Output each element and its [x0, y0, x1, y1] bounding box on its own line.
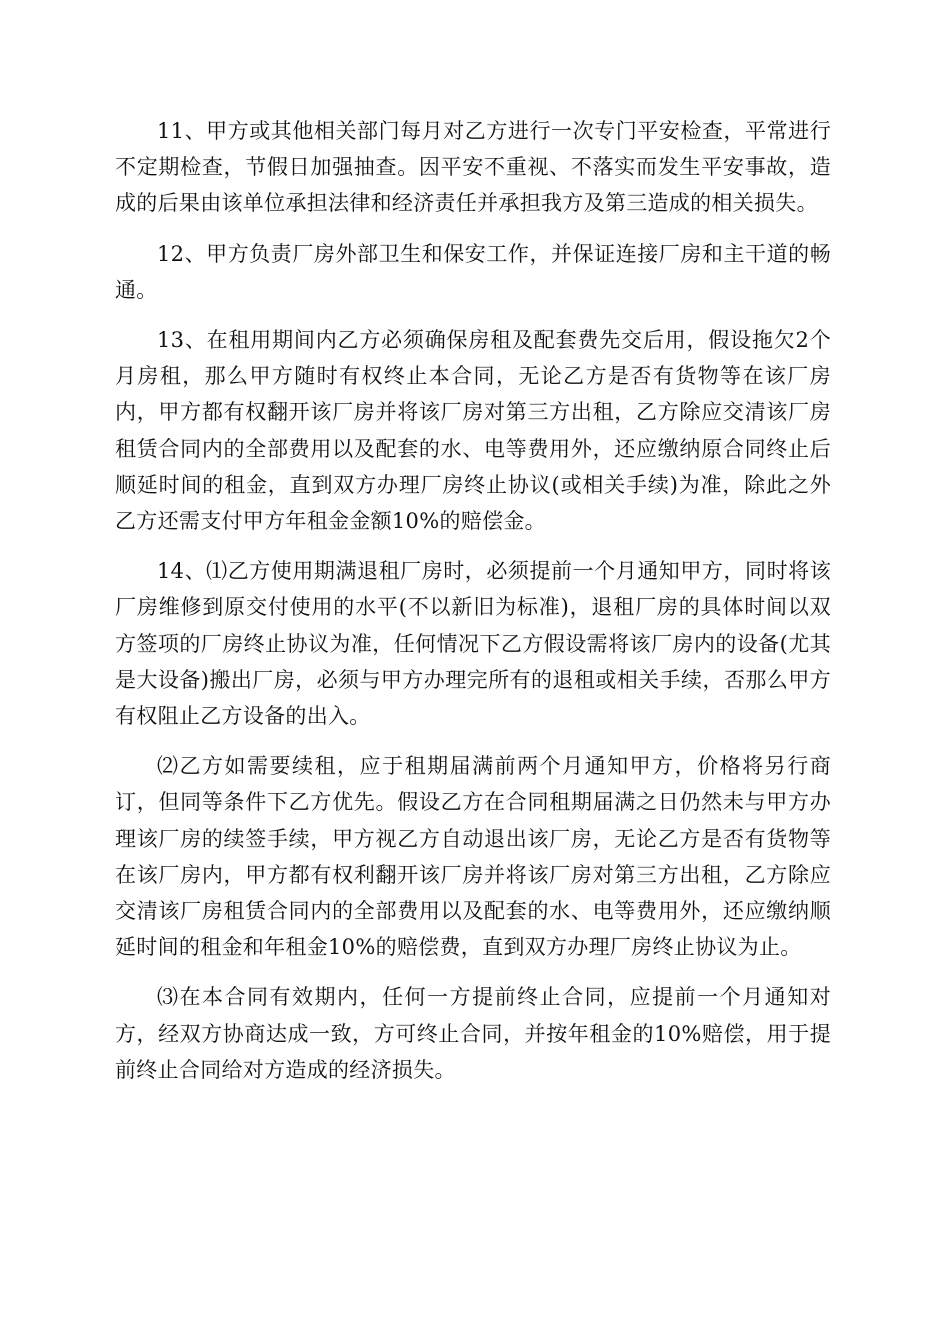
clause-11-paragraph: 11、甲方或其他相关部门每月对乙方进行一次专门平安检查，平常进行不定期检查，节假日加强抽查。因平安不重视、不落实而发生平安事故，造成的后果由该单位承担法律和经济责任并承担我方及第三造成的相关损失。 [115, 119, 831, 216]
clause-14-2-paragraph: ⑵乙方如需要续租，应于租期届满前两个月通知甲方，价格将另行商订，但同等条件下乙方优先。假设乙方在合同租期届满之日仍然未与甲方办理该厂房的续签手续，甲方视乙方自动退出该厂房，无论乙方是否有货物等在该厂房内，甲方都有权利翻开该厂房并将该厂房对第三方出租，乙方除应交清该厂房租赁合同内的全部费用以及配套的水、电等费用外，还应缴纳顺延时间的租金和年租金10%的赔偿费，直到双方办理厂房终止协议为止。 [115, 754, 831, 960]
document-body [115, 113, 831, 1102]
clause-14-3-paragraph: ⑶在本合同有效期内，任何一方提前终止合同，应提前一个月通知对方，经双方协商达成一致，方可终止合同，并按年租金的10%赔偿，用于提前终止合同给对方造成的经济损失。 [115, 985, 831, 1082]
clause-12-paragraph: 12、甲方负责厂房外部卫生和保安工作，并保证连接厂房和主干道的畅通。 [115, 241, 831, 302]
clause-13-paragraph: 13、在租用期间内乙方必须确保房租及配套费先交后用，假设拖欠2个月房租，那么甲方随时有权终止本合同，无论乙方是否有货物等在该厂房内，甲方都有权翻开该厂房并将该厂房对第三方出租，乙方除应交清该厂房租赁合同内的全部费用以及配套的水、电等费用外，还应缴纳原合同终止后顺延时间的租金，直到双方办理厂房终止协议(或相关手续)为准，除此之外乙方还需支付甲方年租金金额10%的赔偿金。 [115, 328, 831, 534]
clause-14-1-paragraph: 14、⑴乙方使用期满退租厂房时，必须提前一个月通知甲方，同时将该厂房维修到原交付使用的水平(不以新旧为标准)，退租厂房的具体时间以双方签项的厂房终止协议为准，任何情况下乙方假设需将该厂房内的设备(尤其是大设备)搬出厂房，必须与甲方办理完所有的退租或相关手续，否那么甲方有权阻止乙方设备的出入。 [115, 559, 831, 729]
